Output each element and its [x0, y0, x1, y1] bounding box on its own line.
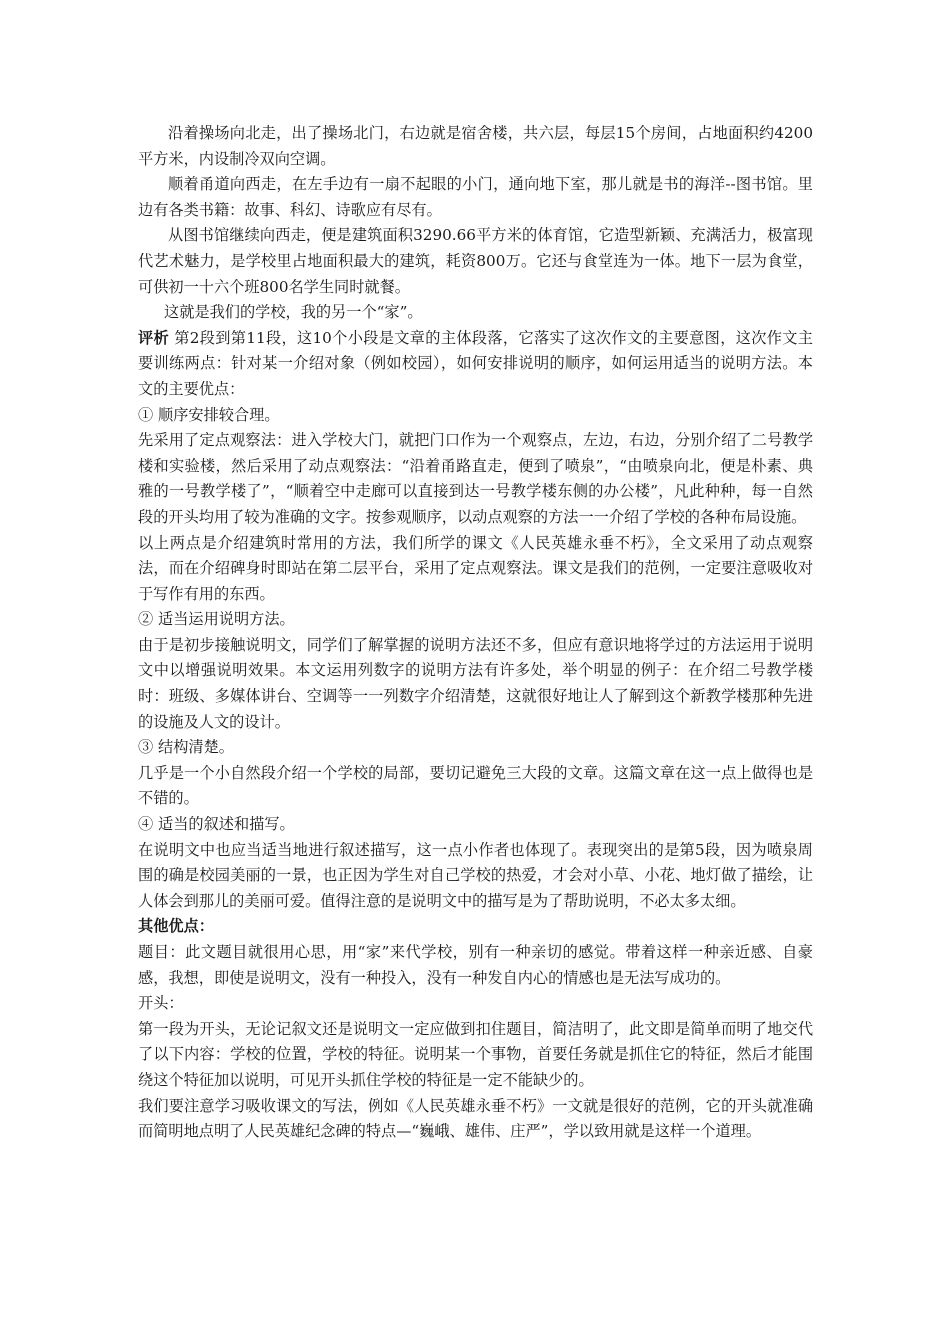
analysis-description-paragraph: 在说明文中也应当适当地进行叙述描写，这一点小作者也体现了。表现突出的是第5段，因为喷泉周围的确是校园美丽的一景，也正因为学生对自己学校的热爱，才会对小草、小花、地灯做了描绘，让人体会到那儿的美丽可爱。值得注意的是说明文中的描写是为了帮助说明，不必太多太细。 — [138, 840, 813, 910]
other-title-paragraph: 题目：此文题目就很用心思，用“家”来代学校，别有一种亲切的感觉。带着这样一种亲近感、自豪感，我想，即使是说明文，没有一种投入，没有一种发自内心的情感也是无法写成功的。 — [138, 943, 813, 987]
analysis-order-paragraph-2: 以上两点是介绍建筑时常用的方法，我们所学的课文《人民英雄永垂不朽》，全文采用了动点观察法，而在介绍碑身时即站在第二层平台，采用了定点观察法。课文是我们的范例，一定要注意吸收对于写作有用的东西。 — [138, 533, 813, 603]
article-paragraph-library: 顺着甬道向西走，在左手边有一扇不起眼的小门，通向地下室，那儿就是书的海洋--图书馆。里边有各类书籍：故事、科幻、诗歌应有尽有。 — [138, 175, 813, 219]
analysis-heading-methods: ② 适当运用说明方法。 — [138, 610, 295, 629]
document-body — [138, 121, 813, 1145]
article-paragraph-gym: 从图书馆继续向西走，便是建筑面积3290.66平方米的体育馆，它造型新颖、充满活力，极富现代艺术魅力，是学校里占地面积最大的建筑，耗资800万。它还与食堂连为一体。地下一层为食堂，可供初一十六个班800名学生同时就餐。 — [138, 226, 813, 296]
other-opening-paragraph-1: 第一段为开头，无论记叙文还是说明文一定应做到扣住题目，简洁明了，此文即是简单而明了地交代了以下内容：学校的位置，学校的特征。说明某一个事物，首要任务就是抓住它的特征，然后才能围绕这个特征加以说明，可见开头抓住学校的特征是一定不能缺少的。 — [138, 1019, 813, 1089]
analysis-order-paragraph-1: 先采用了定点观察法：进入学校大门，就把门口作为一个观察点，左边，右边，分别介绍了二号教学楼和实验楼，然后采用了动点观察法：“沿着甬路直走，便到了喷泉”，“由喷泉向北，便是朴素、典雅的一号教学楼了”，“顺着空中走廊可以直接到达一号教学楼东侧的办公楼”，凡此种种，每一自然段的开头均用了较为准确的文字。按参观顺序，以动点观察的方法一一介绍了学校的各种布局设施。 — [138, 431, 813, 526]
analysis-intro-text: 第2段到第11段，这10个小段是文章的主体段落，它落实了这次作文的主要意图，这次作文主要训练两点：针对某一介绍对象（例如校园），如何安排说明的顺序，如何运用适当的说明方法。本文的主要优点： — [138, 328, 813, 398]
analysis-label: 评析 — [138, 328, 170, 347]
other-opening-label: 开头： — [138, 994, 184, 1013]
analysis-methods-paragraph: 由于是初步接触说明文，同学们了解掌握的说明方法还不多，但应有意识地将学过的方法运用于说明文中以增强说明效果。本文运用列数字的说明方法有许多处，举个明显的例子：在介绍二号教学楼时：班级、多媒体讲台、空调等一一列数字介绍清楚，这就很好地让人了解到这个新教学楼那种先进的设施及人文的设计。 — [138, 635, 813, 731]
analysis-heading-structure: ③ 结构清楚。 — [138, 738, 234, 757]
analysis-structure-paragraph: 几乎是一个小自然段介绍一个学校的局部，要切记避免三大段的文章。这篇文章在这一点上做得也是不错的。 — [138, 763, 813, 808]
other-merits-label: 其他优点： — [138, 917, 214, 936]
article-paragraph-dormitory: 沿着操场向北走，出了操场北门，右边就是宿舍楼，共六层，每层15个房间，占地面积约4200平方米，内设制冷双向空调。 — [138, 124, 813, 168]
analysis-heading-description: ④ 适当的叙述和描写。 — [138, 815, 295, 834]
analysis-intro — [138, 326, 813, 403]
other-opening-paragraph-2: 我们要注意学习吸收课文的写法，例如《人民英雄永垂不朽》一文就是很好的范例，它的开头就准确而简明地点明了人民英雄纪念碑的特点—“巍峨、雄伟、庄严”，学以致用就是这样一个道理。 — [138, 1096, 813, 1141]
analysis-heading-order: ① 顺序安排较合理。 — [138, 405, 280, 424]
article-paragraph-closing: 这就是我们的学校，我的另一个“家”。 — [164, 303, 423, 322]
